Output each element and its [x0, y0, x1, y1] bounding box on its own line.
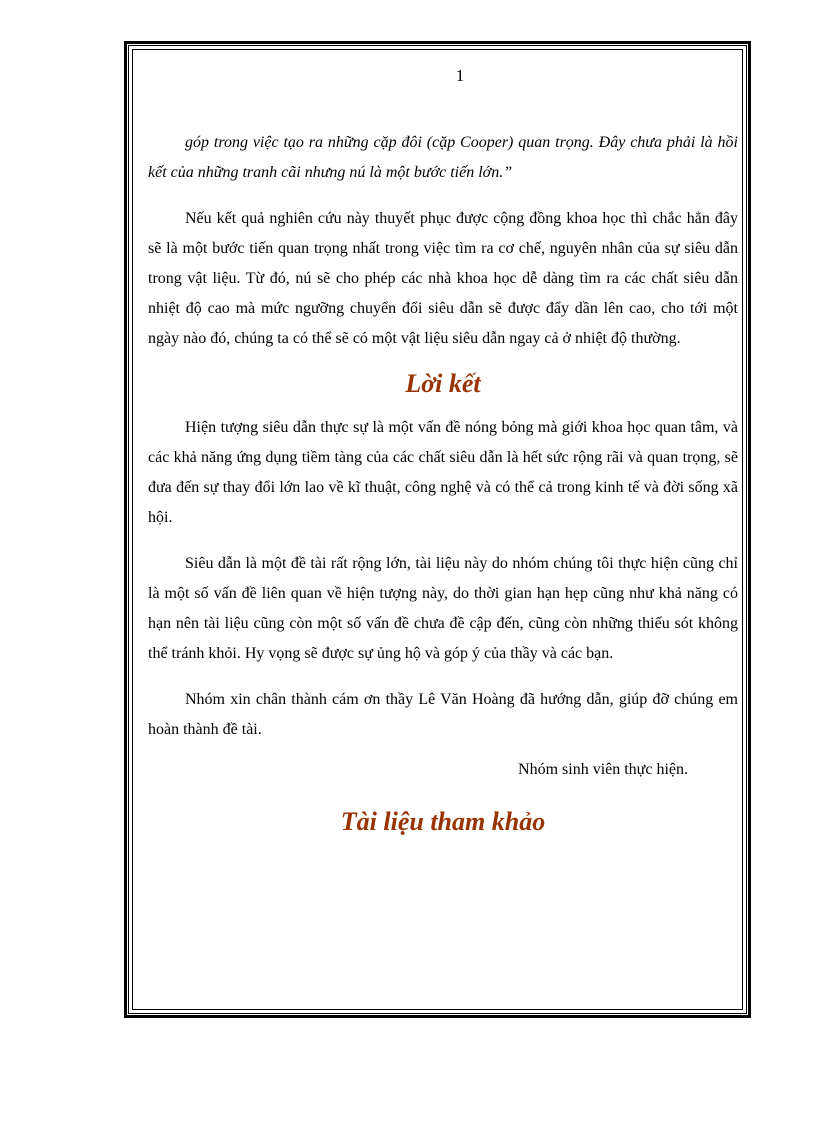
- page-number: 1: [455, 66, 465, 85]
- conclusion-paragraph-1: Hiện tượng siêu dẫn thực sự là một vấn đề nóng bỏng mà giới khoa học quan tâm, và các khả năng ứng dụng tiềm tàng của các chất siêu dẫn là hết sức rộng rãi và quan trọng, sẽ đưa đến sự thay đổi lớn lao về kĩ thuật, công nghệ và có thể cả trong kinh tế và đời sống xã hội.: [148, 419, 738, 526]
- quote-paragraph: góp trong việc tạo ra những cặp đôi (cặp Cooper) quan trọng. Đây chưa phải là hồi kết của những tranh cãi nhưng nú là một bước tiến lớn.”: [148, 134, 738, 181]
- research-paragraph: Nếu kết quả nghiên cứu này thuyết phục được cộng đồng khoa học thì chắc hẳn đây sẽ là một bước tiến quan trọng nhất trong việc tìm ra cơ chế, nguyên nhân của sự siêu dẫn trong vật liệu. Từ đó, nú sẽ cho phép các nhà khoa học dễ dàng tìm ra các chất siêu dẫn nhiệt độ cao mà mức ngưỡng chuyển đổi siêu dẫn sẽ được đẩy dần lên cao, cho tới một ngày nào đó, chúng ta có thể sẽ có một vật liệu siêu dẫn ngay cả ở nhiệt độ thường.: [148, 210, 738, 347]
- document-body: [148, 128, 738, 837]
- references-heading: Tài liệu tham khảo: [340, 807, 546, 836]
- signature: Nhóm sinh viên thực hiện.: [518, 761, 688, 778]
- thanks-paragraph: Nhóm xin chân thành cám ơn thầy Lê Văn Hoàng đã hướng dẫn, giúp đỡ chúng em hoàn thành đề tài.: [148, 691, 738, 738]
- conclusion-paragraph-2: Siêu dẫn là một đề tài rất rộng lớn, tài liệu này do nhóm chúng tôi thực hiện cũng chỉ là một số vấn đề liên quan về hiện tượng này, do thời gian hạn hẹp cũng như khả năng có hạn nên tài liệu cũng còn một số vấn đề chưa đề cập đến, cũng còn những thiếu sót không thể tránh khỏi. Hy vọng sẽ được sự ủng hộ và góp ý của thầy và các bạn.: [148, 555, 738, 662]
- conclusion-heading: Lời kết: [405, 369, 481, 398]
